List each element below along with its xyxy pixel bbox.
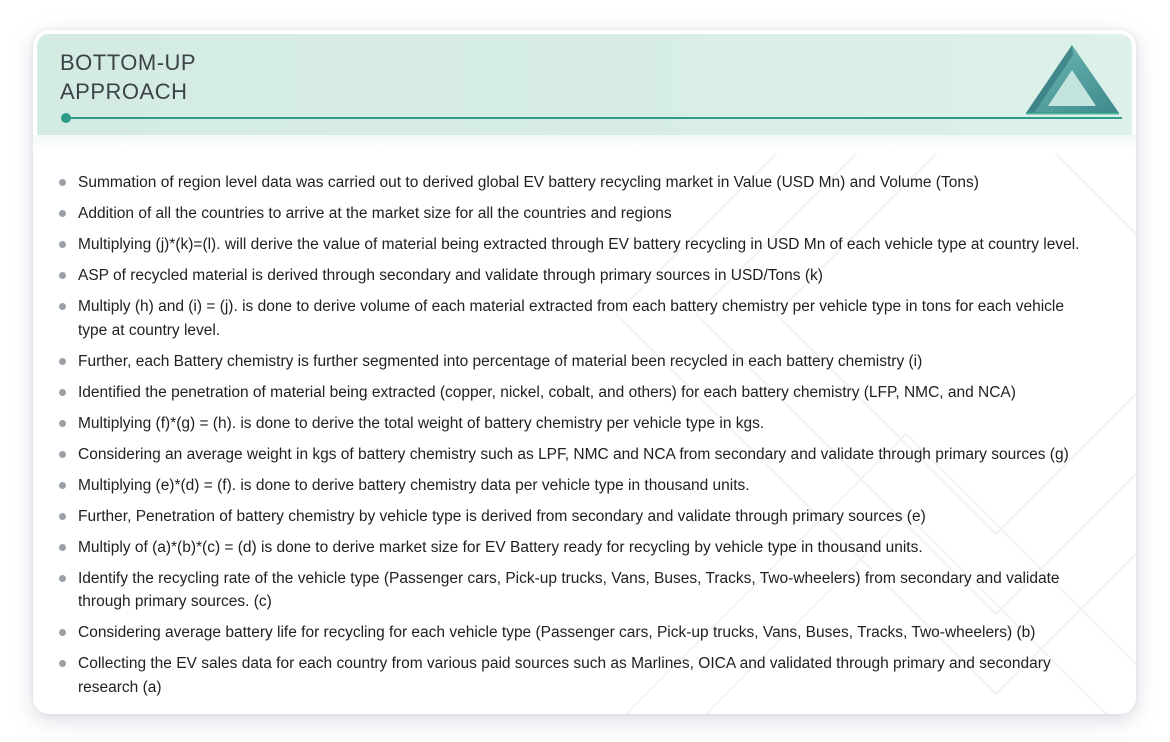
- list-item: [59, 474, 1090, 498]
- bullet-dot-icon: [59, 389, 66, 396]
- bullet-dot-icon: [59, 629, 66, 636]
- bullet-text: Addition of all the countries to arrive at the market size for all the countries and regions: [78, 205, 672, 222]
- bullet-text: Multiplying (j)*(k)=(l). will derive the value of material being extracted through EV battery recycling in USD Mn of each vehicle type at country level.: [78, 236, 1080, 253]
- bullet-text: ASP of recycled material is derived through secondary and validate through primary sources in USD/Tons (k): [78, 267, 823, 284]
- bullet-text: Summation of region level data was carried out to derived global EV battery recycling market in Value (USD Mn) and Volume (Tons): [78, 174, 979, 191]
- page-title-line1: BOTTOM-UP: [60, 50, 197, 75]
- slide-header: [37, 34, 1132, 135]
- bullet-dot-icon: [59, 451, 66, 458]
- list-item: [59, 536, 1090, 560]
- bullet-dot-icon: [59, 358, 66, 365]
- slide-body: [33, 135, 1136, 714]
- bullet-text: Considering an average weight in kgs of battery chemistry such as LPF, NMC and NCA from secondary and validate through primary sources (g): [78, 445, 1069, 463]
- bullet-text: Considering average battery life for recycling for each vehicle type (Passenger cars, Pick-up trucks, Vans, Buses, Tracks, Two-wheelers) (b): [78, 624, 1036, 641]
- slide-card: [33, 30, 1136, 714]
- bullet-text: Multiply of (a)*(b)*(c) = (d) is done to derive market size for EV Battery ready for recycling by vehicle type in thousand units.: [78, 538, 923, 556]
- bullet-dot-icon: [59, 179, 66, 186]
- bullet-text: Further, each Battery chemistry is further segmented into percentage of material been recycled in each battery chemistry (i): [78, 352, 923, 370]
- accent-dot: [61, 113, 71, 123]
- list-item: [59, 567, 1090, 614]
- bullet-text: Identified the penetration of material being extracted (copper, nickel, cobalt, and others) for each battery chemistry (LFP, NMC, and NCA): [78, 383, 1016, 401]
- triangle-logo-icon: [1024, 43, 1121, 116]
- list-item: [59, 621, 1090, 645]
- bullet-text: Multiplying (f)*(g) = (h). is done to derive the total weight of battery chemistry per vehicle type in kgs.: [78, 414, 765, 432]
- list-item: [59, 381, 1090, 405]
- list-item: [59, 505, 1090, 529]
- bullet-dot-icon: [59, 513, 66, 520]
- list-item: [59, 350, 1090, 374]
- bullet-list: [33, 135, 1136, 699]
- header-accent-line: [63, 117, 1122, 119]
- page-title: [60, 48, 196, 106]
- list-item: [59, 264, 1090, 288]
- bullet-dot-icon: [59, 660, 66, 667]
- bullet-text: Identify the recycling rate of the vehicle type (Passenger cars, Pick-up trucks, Vans, Buses, Tracks, Two-wheelers) from secondary and validate through primary sources. (c): [78, 569, 1060, 610]
- bullet-dot-icon: [59, 482, 66, 489]
- list-item: [59, 171, 1090, 195]
- list-item: [59, 233, 1090, 257]
- list-item: [59, 412, 1090, 436]
- list-item: [59, 652, 1090, 699]
- list-item: [59, 443, 1090, 467]
- bullet-dot-icon: [59, 210, 66, 217]
- bullet-dot-icon: [59, 575, 66, 582]
- bullet-text: Collecting the EV sales data for each country from various paid sources such as Marlines, OICA and validated through primary and secondary research (a): [78, 655, 1051, 696]
- bullet-text: Further, Penetration of battery chemistry by vehicle type is derived from secondary and validate through primary sources (e): [78, 507, 926, 525]
- bullet-text: Multiply (h) and (i) = (j). is done to derive volume of each material extracted from each battery chemistry per vehicle type in tons for each vehicle type at country level.: [78, 298, 1064, 339]
- bullet-dot-icon: [59, 303, 66, 310]
- list-item: [59, 295, 1090, 342]
- bullet-text: Multiplying (e)*(d) = (f). is done to derive battery chemistry data per vehicle type in thousand units.: [78, 476, 750, 494]
- bullet-dot-icon: [59, 420, 66, 427]
- bullet-dot-icon: [59, 544, 66, 551]
- list-item: [59, 202, 1090, 226]
- bullet-dot-icon: [59, 272, 66, 279]
- page-title-line2: APPROACH: [60, 79, 188, 104]
- bullet-dot-icon: [59, 241, 66, 248]
